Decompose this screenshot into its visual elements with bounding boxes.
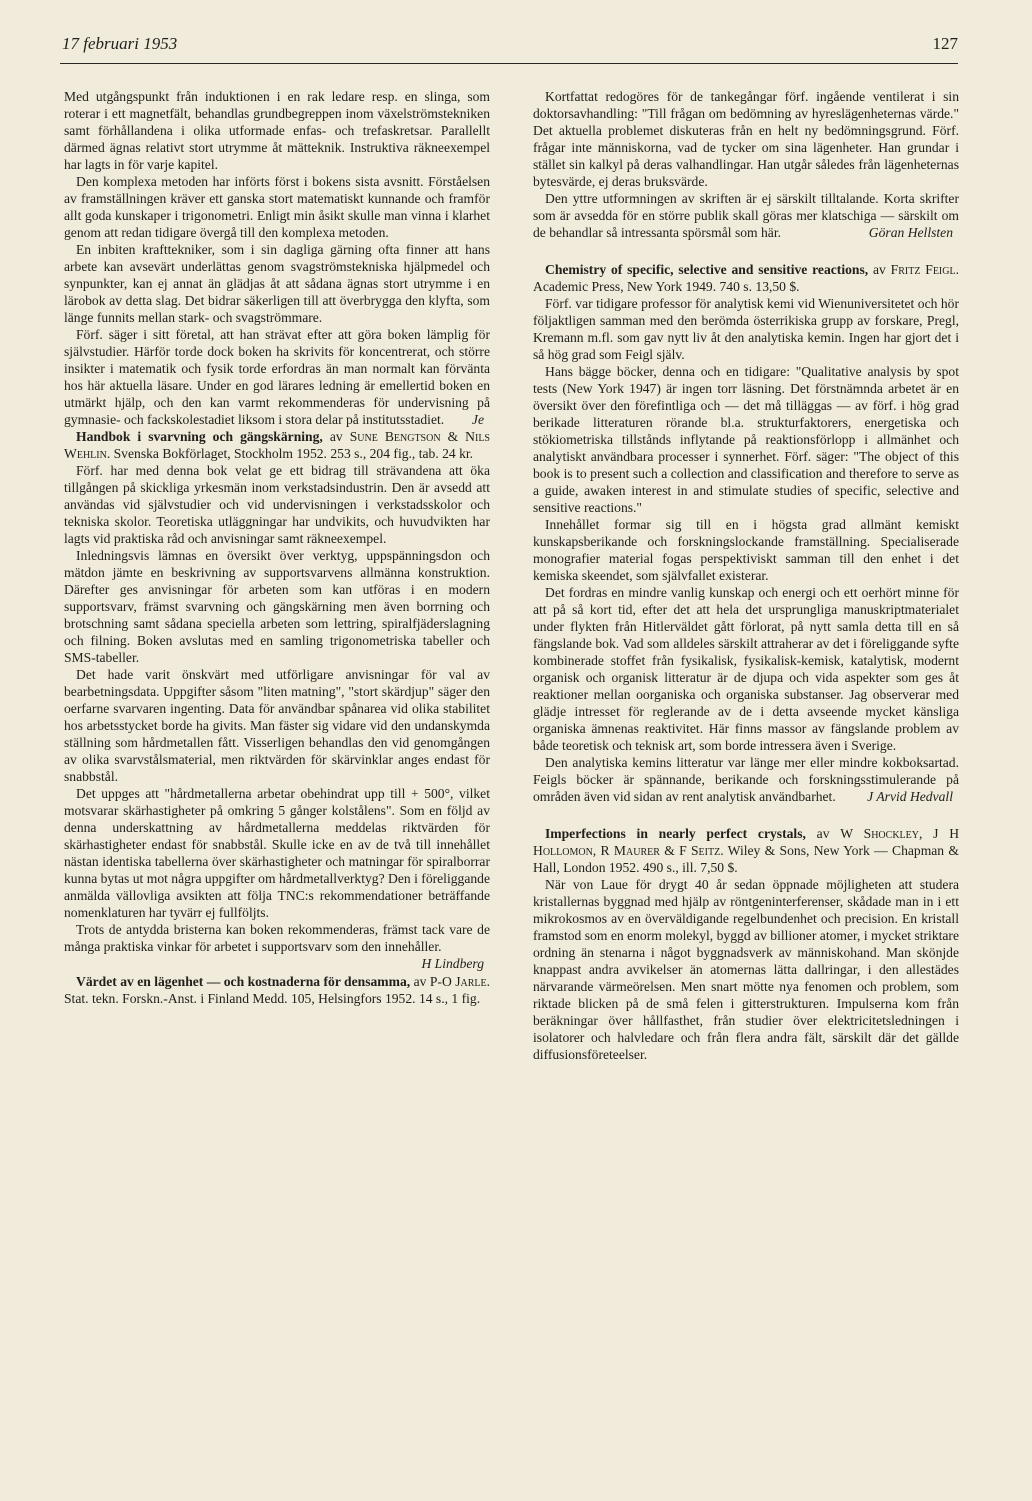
- body-paragraph: Den komplexa metoden har införts först i bokens sista avsnitt. Förståelsen av framställningen kräver ett ganska stort matematiskt kunnande och framför allt goda kunskaper i trigonometri. Enligt min åsikt skulle man vinna i klarhet genom att redan tidigare övergå till den komplexa metoden.: [64, 174, 490, 240]
- body-paragraph: Det fordras en mindre vanlig kunskap och energi och ett oerhört minne för att på så kort tid, efter det att hela det ursprungliga manuskriptmaterialet under flykten från Hitlerväldet gått förlorat, på nytt samla detta till en så fängslande bok. Vad som alldeles särskilt attraherar av det i föreliggande syfte kombinerade stoffet från fysikalisk, fysikalisk-kemisk, katalytisk, modernt organisk och organisk litteratur är de djupa och vida aspekter som ges åt reaktioner mellan oorganiska och organiska substanser. Jag observerar med glädje intresset för reglerande av de i detta avseende mycket känsliga organiska ämnenas reaktivitet. Här finns massor av fängslande problem av både teoretisk och teknisk art, som borde intressera även i Sverige.: [533, 585, 959, 753]
- body-paragraph: Hans bägge böcker, denna och en tidigare: "Qualitative analysis by spot tests (New York 1947) är ingen torr läsning. Det förstnämnda arbetet är en översikt över den förefintliga och — det må tilläggas — av förf. i hög grad berikade litteraturen rörande bl.a. strukturfaktorers, energetiska och stökiometriska tillstånds inflytande på reaktionsförlopp i allmänhet och analytiskt användbara processer i synnerhet. Förf. säger: "The object of this book is to present such a collection and classification and therefore to serve as a guide, awaken interest in and stimulate studies of specific, selective and sensitive reactions.": [533, 364, 959, 515]
- by-word: av: [872, 262, 886, 277]
- reviewer-signature: Göran Hellsten: [868, 225, 953, 240]
- right-column: [533, 88, 959, 1063]
- body-paragraph: Förf. har med denna bok velat ge ett bidrag till strävandena att öka tillgången på skickliga yrkesmän inom verkstadsindustrin. Den är avsedd att användas vid självstudier och vid undervisningen i verkstadsskolor och tekniska skolor. Teoretiska utläggningar har undvikits, och huvudvikten har lagts vid praktiska råd och anvisningar samt räkneexempel.: [64, 463, 490, 546]
- body-paragraph: [64, 326, 490, 428]
- body-paragraph: När von Laue för drygt 40 år sedan öppnade möjligheten att studera kristallernas byggnad med hjälp av röntgeninterferenser, skådade man in i ett mikrokosmos av en överväldigande regelbundenhet och precision. En kristall framstod som en enorm molekyl, byggd av billioner atomer, i mycket striktare ordning än stenarna i något byggnadsverk av människohand. Man skönjde knappast andra avvikelser än atomernas lätta dallringar, i den allestädes närvarande värmeörelsen. Men snart mötte nya fenomen och problem, som riktade blicken på de små felen i gitterstrukturen. Impulserna kom från beräkningar över hållfasthet, från studier över elektricitetsledningen i isolatorer och halvledare och från flera andra fält, särskilt där det gällde diffusionsföreteelser.: [533, 877, 959, 1062]
- book-authors: Fritz Feigl: [890, 262, 956, 277]
- body-paragraph: Inledningsvis lämnas en översikt över verktyg, uppspänningsdon och mätdon jämte en beskrivning av supportsvarvens allmänna konstruktion. Därefter ges anvisningar för arbeten som kan utföras i en modern supportsvarv, främst svarvning och gängskärning men även borrning och brotschning samt sådana speciella arbeten som lettring, spiralfjäderslagning och filning. Boken avslutas med en samling trigonometriska tabeller och SMS-tabeller.: [64, 548, 490, 665]
- reviewer-signature: Je: [471, 412, 484, 427]
- book-publisher: . Wiley & Sons, New York — Chapman & Hall, London 1952. 490 s., ill. 7,50 $.: [533, 843, 959, 875]
- body-paragraph: Kortfattat redogöres för de tankegångar förf. ingående ventilerat i sin doktorsavhandling: "Till frågan om bedömning av hyreslägenheternas värde." Det aktuella problemet diskuteras från en helt ny bedömningsgrund. Förf. frågar inte människorna, vad de tycker om sina lägenheter. Han grundar i stället sin kalkyl på deras valhandlingar. Han utgår således från lägenheternas bytesvärde, ej deras bruksvärde.: [533, 89, 959, 189]
- book-authors: W Shockley, J H Hollomon, R Maurer & F Seitz: [533, 826, 960, 858]
- issue-date: 17 februari 1953: [62, 34, 178, 53]
- body-paragraph: Det uppges att "hårdmetallerna arbetar obehindrat upp till + 500°, vilket motsvarar skärhastigheter på omkring 5 gånger kolstålens". Som en följd av denna underskattning av hårdmetallerna meddelas riktvärden för skärhastigheter endast för snabbstål. Skulle icke en av de två till innehållet nästan identiska tabellerna över skärhastigheter och matningar för spiralborrar kunna bytas ut mot några uppgifter om hårdmetallverktyg? Den i föreliggande anmälda vällovliga avsikten att följa TNC:s rekommendationer beträffande nomenklaturen har tyvärr ej fullföljts.: [64, 786, 490, 920]
- review-heading: [533, 261, 959, 295]
- paragraph-text: Den yttre utformningen av skriften är ej särskilt tilltalande. Korta skrifter som är avsedda för en större publik skall göras mer klatschiga — särskilt om de behandlar så intressanta spörsmål som här.: [533, 191, 959, 240]
- body-paragraph: [533, 754, 959, 805]
- book-title: Handbok i svarvning och gängskärning,: [76, 429, 323, 444]
- paragraph-text: Trots de antydda bristerna kan boken rekommenderas, främst tack vare de många praktiska vinkar för arbetet i supportsvarv som den innehåller.: [64, 922, 490, 954]
- book-publisher: . Svenska Bokförlaget, Stockholm 1952. 253 s., 204 fig., tab. 24 kr.: [106, 446, 474, 461]
- paragraph-text: Den analytiska kemins litteratur var länge mer eller mindre kokboksartad. Feigls böcker är spännande, berikande och forskningsstimulerande på områden även vid sidan av rent analytisk användbarhet.: [533, 755, 959, 804]
- body-paragraph: [533, 190, 959, 241]
- running-head: [62, 34, 958, 62]
- left-column: [64, 88, 490, 1007]
- body-paragraph: Med utgångspunkt från induktionen i en rak ledare resp. en slinga, som roterar i ett magnetfält, behandlas grundbegreppen inom växelströmstekniken samt förhållandena i olika utformade enfas- och trefaskretsar. Parallellt därmed ägnas relativt stort utrymme åt mätteknik. Instruktiva räkneexempel har lagts in för varje kapitel.: [64, 89, 490, 172]
- paragraph-text: Förf. säger i sitt företal, att han strävat efter att göra boken lämplig för självstudier. Härför torde dock boken ha skrivits för koncentrerat, och större insikter i matematik och fysik torde erfordras än man normalt kan förvänta hos här aktuella läsare. Under en god lärares ledning är emellertid boken en utmärkt hjälp, och den kan varmt rekommenderas för undervisning på gymnasie- och fackskolestadiet liksom i stora delar på institutsstadiet.: [64, 327, 490, 427]
- body-paragraph: Förf. var tidigare professor för analytisk kemi vid Wienuniversitetet och hör följaktligen samman med den berömda österrikiska grupp av forskare, Pregl, Kremann m.fl. som gav nytt liv åt den analytiska kemin. Ingen har gjort det i så hög grad som Feigl själv.: [533, 296, 959, 362]
- reviewer-signature: H Lindberg: [421, 956, 484, 971]
- book-title: Imperfections in nearly perfect crystals,: [545, 826, 806, 841]
- book-publisher: . Academic Press, New York 1949. 740 s. 13,50 $.: [533, 262, 959, 294]
- book-authors: Sune Bengtson & Nils Wehlin: [64, 429, 490, 461]
- body-paragraph: En inbiten krafttekniker, som i sin dagliga gärning ofta finner att hans arbete kan avsevärt underlättas genom svagströmstekniska hjälpmedel och synpunkter, kan ej annat än glädjas åt att sådana ägnas stort utrymme i en lärobok av detta slag. Det bidrar säkerligen till att överbrygga den klyfta, som länge funnits mellan stark- och svagströmmare.: [64, 242, 490, 325]
- review-heading: [64, 428, 490, 462]
- review-heading: [64, 973, 490, 1007]
- reviewer-signature: J Arvid Hedvall: [867, 789, 953, 804]
- body-paragraph: Det hade varit önskvärt med utförligare anvisningar för val av bearbetningsdata. Uppgifter såsom "liten matning", "stort skärdjup" säger den oerfarne svarvaren ingenting. Data för användbar spånarea vid olika stabilitet hos arbetsstycket borde ha givits. Man fäster sig vidare vid den undanskymda ställning som hårdmetallen fått. Visserligen behandlas den vid genomgången av olika svarvstålsmaterial, men riktvärden för skärvinklar anges endast för snabbstål.: [64, 667, 490, 784]
- by-word: av: [816, 826, 830, 841]
- body-paragraph: Innehållet formar sig till en i högsta grad allmänt kemiskt kunskapsberikande och forskningslockande framställning. Specialiserade monografier material fogas perspektiviskt samman till den enhet i det kemiska skeendet, som självfallet existerar.: [533, 517, 959, 583]
- page-number: 127: [932, 34, 958, 53]
- body-paragraph: [64, 921, 490, 971]
- book-authors: P-O Jarle: [429, 974, 487, 989]
- book-title: Värdet av en lägenhet — och kostnaderna för densamma,: [76, 974, 411, 989]
- by-word: av: [413, 974, 427, 989]
- book-title: Chemistry of specific, selective and sensitive reactions,: [545, 262, 869, 277]
- review-heading: [533, 825, 959, 876]
- header-rule: [60, 63, 958, 64]
- by-word: av: [329, 429, 343, 444]
- book-publisher: . Stat. tekn. Forskn.-Anst. i Finland Medd. 105, Helsingfors 1952. 14 s., 1 fig.: [64, 974, 490, 1006]
